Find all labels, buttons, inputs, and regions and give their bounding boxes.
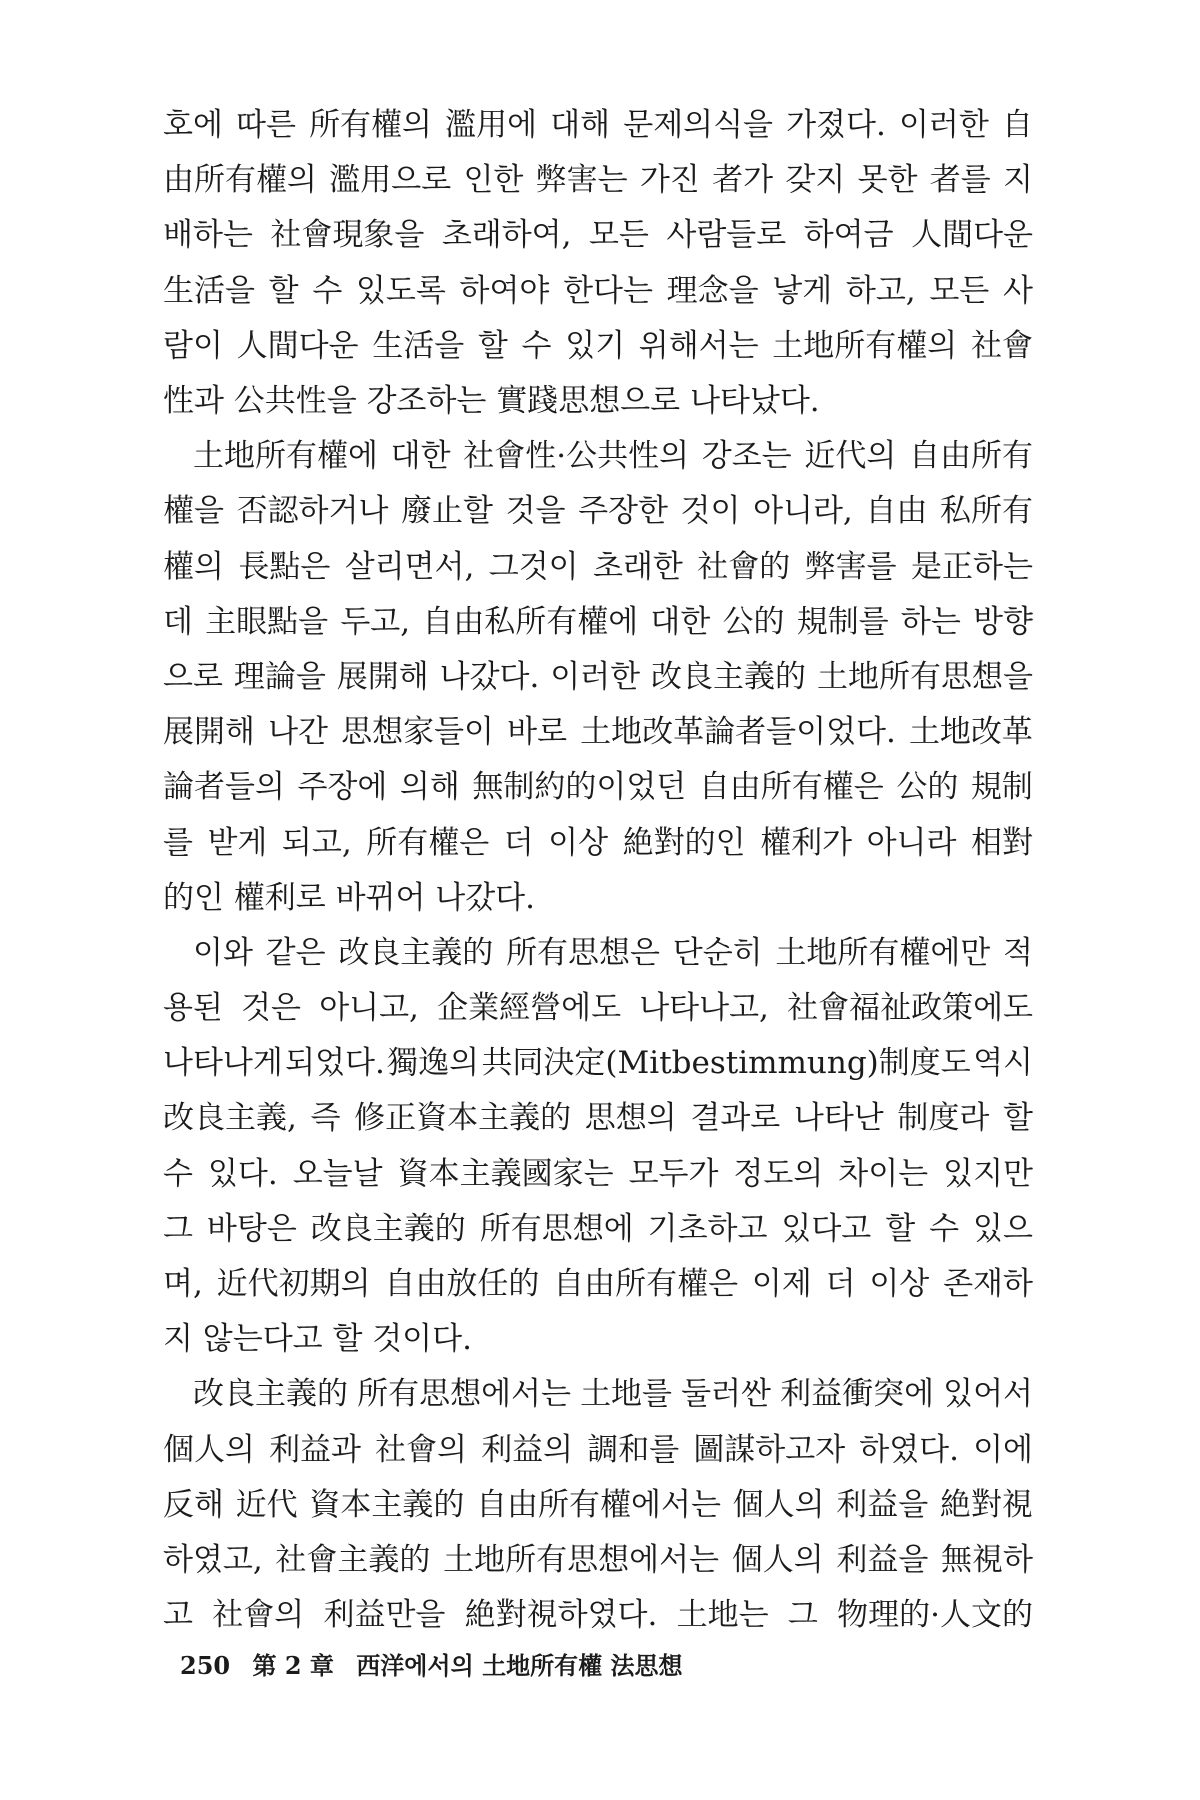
text-line: 나타나게 되었다. 獨逸의 共同決定(Mitbestimmung)制度도 역시 [163, 1045, 1033, 1082]
text-line: 論者들의 주장에 의해 無制約的이었던 自由所有權은 公的 規制 [163, 769, 1033, 806]
running-footer [180, 1646, 683, 1681]
text-line: 展開해 나간 思想家들이 바로 土地改革論者들이었다. 土地改革 [163, 714, 1033, 751]
text-line: 으로 理論을 展開해 나갔다. 이러한 改良主義的 土地所有思想을 [163, 658, 1033, 695]
text-line: 하였고, 社會主義的 土地所有思想에서는 個人의 利益을 無視하 [163, 1541, 1033, 1578]
text-line: 的인 權利로 바뀌어 나갔다. [163, 879, 535, 916]
text-line: 며, 近代初期의 自由放任的 自由所有權은 이제 더 이상 존재하 [163, 1266, 1033, 1303]
body-text [163, 94, 1033, 1639]
text-line: 權을 否認하거나 廢止할 것을 주장한 것이 아니라, 自由 私所有 [163, 493, 1033, 530]
text-line: 람이 人間다운 生活을 할 수 있기 위해서는 土地所有權의 社會 [163, 327, 1033, 364]
text-line: 그 바탕은 改良主義的 所有思想에 기초하고 있다고 할 수 있으 [163, 1210, 1033, 1247]
text-line: 反해 近代 資本主義的 自由所有權에서는 個人의 利益을 絶對視 [163, 1486, 1033, 1523]
text-line: 由所有權의 濫用으로 인한 弊害는 가진 者가 갖지 못한 者를 지 [163, 162, 1033, 199]
text-line: 個人의 利益과 社會의 利益의 調和를 圖謀하고자 하였다. 이에 [163, 1431, 1033, 1468]
text-line: 性과 公共性을 강조하는 實踐思想으로 나타났다. [163, 383, 820, 420]
text-line: 이와 같은 改良主義的 所有思想은 단순히 土地所有權에만 적 [193, 934, 1033, 971]
text-line: 지 않는다고 할 것이다. [163, 1321, 472, 1358]
text-line: 土地所有權에 대한 社會性·公共性의 강조는 近代의 自由所有 [193, 438, 1033, 475]
chapter-label: 第 2 章 [252, 1651, 334, 1680]
text-line: 배하는 社會現象을 초래하여, 모든 사람들로 하여금 人間다운 [163, 217, 1033, 254]
chapter-title: 西洋에서의 土地所有權 法思想 [356, 1651, 683, 1680]
text-line: 改良主義的 所有思想에서는 土地를 둘러싼 利益衝突에 있어서 [193, 1376, 1033, 1413]
text-line: 고 社會의 利益만을 絶對視하였다. 土地는 그 物理的·人文的 [163, 1597, 1033, 1634]
text-line: 데 主眼點을 두고, 自由私所有權에 대한 公的 規制를 하는 방향 [163, 603, 1033, 640]
text-line: 權의 長點은 살리면서, 그것이 초래한 社會的 弊害를 是正하는 [163, 548, 1033, 585]
text-line: 호에 따른 所有權의 濫用에 대해 문제의식을 가졌다. 이러한 自 [163, 107, 1033, 144]
text-line: 改良主義, 즉 修正資本主義的 思想의 결과로 나타난 制度라 할 [163, 1100, 1033, 1137]
text-line: 용된 것은 아니고, 企業經營에도 나타나고, 社會福祉政策에도 [163, 990, 1033, 1027]
text-line: 를 받게 되고, 所有權은 더 이상 絶對的인 權利가 아니라 相對 [163, 824, 1033, 861]
page-number: 250 [180, 1651, 231, 1680]
text-line: 수 있다. 오늘날 資本主義國家는 모두가 정도의 차이는 있지만 [163, 1155, 1033, 1192]
text-line: 生活을 할 수 있도록 하여야 한다는 理念을 낳게 하고, 모든 사 [163, 272, 1033, 309]
